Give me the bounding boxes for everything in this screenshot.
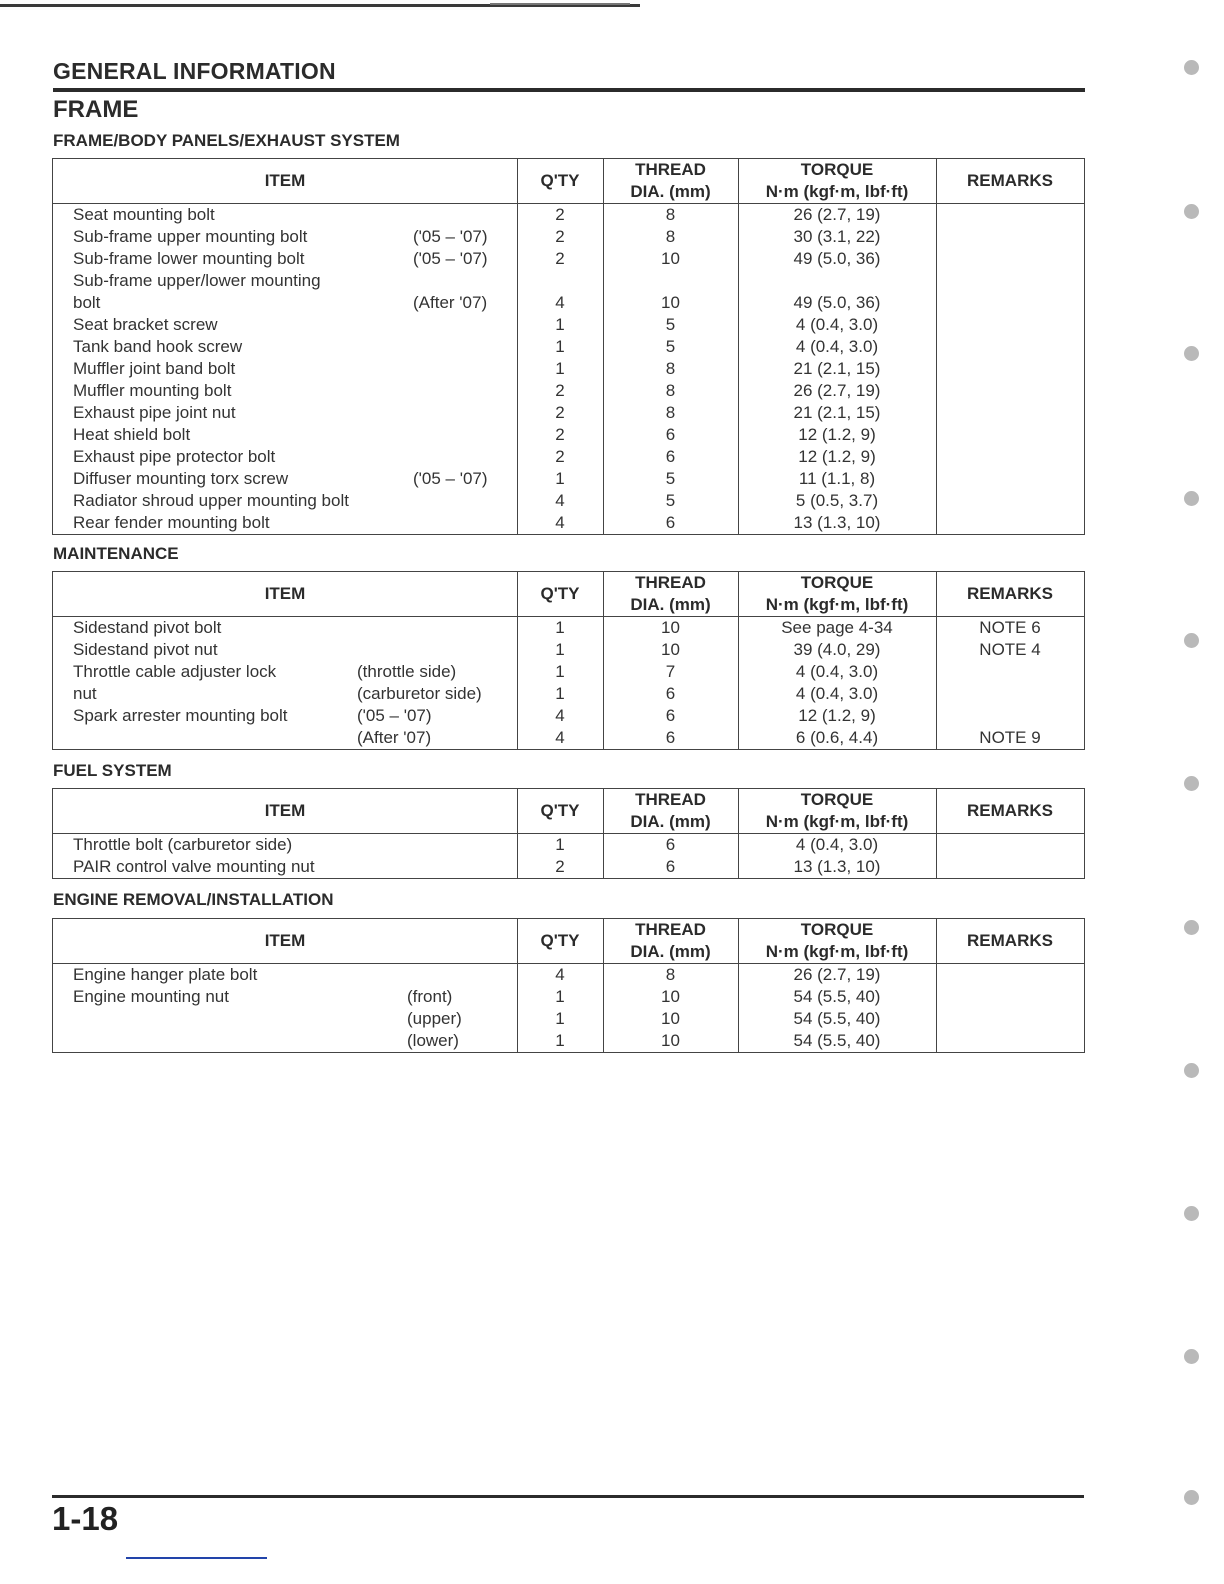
item-cell: Sub-frame upper mounting bolt xyxy=(73,227,308,246)
column-divider xyxy=(517,204,518,534)
qty-cell: 4 xyxy=(555,293,565,312)
note-cell: (front) xyxy=(407,987,453,1006)
column-divider xyxy=(603,789,604,833)
note-cell: (throttle side) xyxy=(357,662,457,681)
thread-cell: 10 xyxy=(661,640,680,659)
torque-cell: 6 (0.6, 4.4) xyxy=(795,728,879,747)
thread-cell: 6 xyxy=(665,684,676,703)
header-thread-line1: THREAD xyxy=(635,160,706,179)
table-body xyxy=(53,204,1084,534)
torque-cell: 13 (1.3, 10) xyxy=(793,857,881,876)
punch-hole xyxy=(1184,920,1199,935)
qty-cell: 1 xyxy=(555,835,565,854)
torque-cell: 12 (1.2, 9) xyxy=(798,706,876,725)
maintenance-heading: MAINTENANCE xyxy=(53,544,179,563)
column-divider xyxy=(936,572,937,616)
column-divider xyxy=(603,159,604,203)
header-torque-line1: TORQUE xyxy=(800,160,874,179)
qty-cell: 1 xyxy=(555,337,565,356)
thread-cell: 7 xyxy=(665,662,676,681)
qty-cell: 1 xyxy=(555,987,565,1006)
title-rule xyxy=(53,88,1085,92)
thread-cell: 10 xyxy=(661,1031,680,1050)
table-row xyxy=(53,424,1084,446)
header-torque-line2: N·m (kgf·m, lbf·ft) xyxy=(765,595,909,614)
column-divider xyxy=(738,919,739,963)
header-qty: Q'TY xyxy=(540,931,580,950)
table-row xyxy=(53,834,1084,856)
header-torque-line1: TORQUE xyxy=(800,573,874,592)
thread-cell: 8 xyxy=(665,965,676,984)
qty-cell: 1 xyxy=(555,662,565,681)
column-divider xyxy=(517,789,518,833)
table-row xyxy=(53,248,1084,270)
punch-hole xyxy=(1184,204,1199,219)
table-row xyxy=(53,1008,1084,1030)
header-thread xyxy=(603,789,738,833)
note-cell: ('05 – '07) xyxy=(413,469,488,488)
torque-cell: 54 (5.5, 40) xyxy=(793,987,881,1006)
column-divider xyxy=(936,617,937,749)
thread-cell: 8 xyxy=(665,227,676,246)
torque-cell: 13 (1.3, 10) xyxy=(793,513,881,532)
punch-hole xyxy=(1184,1490,1199,1505)
item-cell: Radiator shroud upper mounting bolt xyxy=(73,491,349,510)
torque-cell: 30 (3.1, 22) xyxy=(793,227,881,246)
header-thread xyxy=(603,572,738,616)
item-cell: Engine mounting nut xyxy=(73,987,229,1006)
torque-cell: 49 (5.0, 36) xyxy=(793,293,881,312)
table-row xyxy=(53,490,1084,512)
note-cell: (carburetor side) xyxy=(357,684,482,703)
torque-cell: 26 (2.7, 19) xyxy=(793,205,881,224)
qty-cell: 4 xyxy=(555,491,565,510)
thread-cell: 10 xyxy=(661,618,680,637)
thread-cell: 10 xyxy=(661,293,680,312)
table-row xyxy=(53,705,1084,727)
column-divider xyxy=(603,919,604,963)
punch-hole xyxy=(1184,1349,1199,1364)
header-item: ITEM xyxy=(264,931,306,950)
header-qty: Q'TY xyxy=(540,801,580,820)
remarks-cell: NOTE 6 xyxy=(979,618,1041,637)
table-row xyxy=(53,856,1084,878)
fuel-table xyxy=(52,788,1085,879)
qty-cell: 1 xyxy=(555,640,565,659)
table-header xyxy=(53,572,1084,617)
table-row xyxy=(53,617,1084,639)
column-divider xyxy=(517,572,518,616)
column-divider xyxy=(936,834,937,878)
header-torque xyxy=(738,919,936,963)
torque-cell: 21 (2.1, 15) xyxy=(793,403,881,422)
qty-cell: 4 xyxy=(555,513,565,532)
punch-hole xyxy=(1184,633,1199,648)
column-divider xyxy=(603,204,604,534)
header-torque-line2: N·m (kgf·m, lbf·ft) xyxy=(765,812,909,831)
qty-cell: 4 xyxy=(555,965,565,984)
column-divider xyxy=(738,964,739,1052)
torque-cell: 26 (2.7, 19) xyxy=(793,381,881,400)
header-item: ITEM xyxy=(264,801,306,820)
qty-cell: 2 xyxy=(555,227,565,246)
table-row xyxy=(53,314,1084,336)
table-row xyxy=(53,468,1084,490)
table-row xyxy=(53,661,1084,683)
page-number: 1-18 xyxy=(52,1500,119,1537)
column-divider xyxy=(738,572,739,616)
thread-cell: 6 xyxy=(665,447,676,466)
qty-cell: 2 xyxy=(555,447,565,466)
item-cell: Tank band hook screw xyxy=(73,337,243,356)
item-cell: Throttle cable adjuster lock xyxy=(73,662,277,681)
table-header xyxy=(53,919,1084,964)
header-torque xyxy=(738,159,936,203)
torque-cell: 21 (2.1, 15) xyxy=(793,359,881,378)
item-cell: Rear fender mounting bolt xyxy=(73,513,270,532)
table-body xyxy=(53,834,1084,878)
maintenance-table xyxy=(52,571,1085,750)
item-cell: Spark arrester mounting bolt xyxy=(73,706,288,725)
header-thread xyxy=(603,159,738,203)
frame-heading: FRAME/BODY PANELS/EXHAUST SYSTEM xyxy=(53,131,400,150)
qty-cell: 1 xyxy=(555,315,565,334)
column-divider xyxy=(738,789,739,833)
torque-cell: 54 (5.5, 40) xyxy=(793,1009,881,1028)
header-torque xyxy=(738,789,936,833)
header-thread xyxy=(603,919,738,963)
qty-cell: 4 xyxy=(555,706,565,725)
qty-cell: 2 xyxy=(555,857,565,876)
header-torque-line2: N·m (kgf·m, lbf·ft) xyxy=(765,942,909,961)
thread-cell: 5 xyxy=(665,491,676,510)
header-qty: Q'TY xyxy=(540,171,580,190)
note-cell: (upper) xyxy=(407,1009,462,1028)
table-body xyxy=(53,617,1084,749)
torque-cell: 54 (5.5, 40) xyxy=(793,1031,881,1050)
thread-cell: 8 xyxy=(665,359,676,378)
item-cell: Exhaust pipe protector bolt xyxy=(73,447,276,466)
table-row xyxy=(53,358,1084,380)
table-row xyxy=(53,683,1084,705)
header-thread-line1: THREAD xyxy=(635,573,706,592)
torque-cell: 12 (1.2, 9) xyxy=(798,447,876,466)
item-cell: Throttle bolt (carburetor side) xyxy=(73,835,293,854)
thread-cell: 6 xyxy=(665,857,676,876)
table-body xyxy=(53,964,1084,1052)
header-thread-line1: THREAD xyxy=(635,920,706,939)
column-divider xyxy=(738,834,739,878)
qty-cell: 1 xyxy=(555,618,565,637)
qty-cell: 1 xyxy=(555,1031,565,1050)
thread-cell: 10 xyxy=(661,1009,680,1028)
thread-cell: 5 xyxy=(665,469,676,488)
note-cell: ('05 – '07) xyxy=(357,706,432,725)
torque-cell: See page 4-34 xyxy=(781,618,893,637)
qty-cell: 2 xyxy=(555,249,565,268)
thread-cell: 6 xyxy=(665,513,676,532)
punch-hole xyxy=(1184,60,1199,75)
table-row xyxy=(53,292,1084,314)
thread-cell: 6 xyxy=(665,728,676,747)
torque-cell: 26 (2.7, 19) xyxy=(793,965,881,984)
item-cell: Sidestand pivot nut xyxy=(73,640,218,659)
table-row xyxy=(53,380,1084,402)
section-title: GENERAL INFORMATION xyxy=(53,58,336,84)
fuel-heading: FUEL SYSTEM xyxy=(53,761,172,780)
item-cell: Sub-frame lower mounting bolt xyxy=(73,249,305,268)
thread-cell: 5 xyxy=(665,337,676,356)
torque-cell: 4 (0.4, 3.0) xyxy=(795,315,879,334)
bottom-mark xyxy=(126,1557,267,1559)
qty-cell: 2 xyxy=(555,381,565,400)
table-row xyxy=(53,964,1084,986)
qty-cell: 2 xyxy=(555,205,565,224)
table-row xyxy=(53,402,1084,424)
table-row xyxy=(53,1030,1084,1052)
note-cell: (After '07) xyxy=(413,293,488,312)
thread-cell: 6 xyxy=(665,835,676,854)
torque-cell: 4 (0.4, 3.0) xyxy=(795,684,879,703)
footer-rule xyxy=(52,1495,1084,1498)
thread-cell: 10 xyxy=(661,249,680,268)
column-divider xyxy=(936,159,937,203)
note-cell: ('05 – '07) xyxy=(413,227,488,246)
torque-cell: 4 (0.4, 3.0) xyxy=(795,835,879,854)
table-row xyxy=(53,986,1084,1008)
frame-table xyxy=(52,158,1085,535)
punch-hole xyxy=(1184,1206,1199,1221)
punch-hole xyxy=(1184,1063,1199,1078)
thread-cell: 10 xyxy=(661,987,680,1006)
thread-cell: 6 xyxy=(665,425,676,444)
table-row xyxy=(53,270,1084,292)
qty-cell: 1 xyxy=(555,469,565,488)
header-torque xyxy=(738,572,936,616)
column-divider xyxy=(738,159,739,203)
remarks-cell: NOTE 9 xyxy=(979,728,1041,747)
header-torque-line1: TORQUE xyxy=(800,790,874,809)
note-cell: (lower) xyxy=(407,1031,459,1050)
item-cell: Seat bracket screw xyxy=(73,315,218,334)
column-divider xyxy=(936,919,937,963)
item-cell: nut xyxy=(73,684,97,703)
header-thread-line2: DIA. (mm) xyxy=(630,942,711,961)
torque-cell: 11 (1.1, 8) xyxy=(798,469,876,488)
qty-cell: 1 xyxy=(555,359,565,378)
note-cell: (After '07) xyxy=(357,728,432,747)
header-remarks: REMARKS xyxy=(967,584,1053,603)
table-row xyxy=(53,336,1084,358)
thread-cell: 8 xyxy=(665,205,676,224)
thread-cell: 8 xyxy=(665,381,676,400)
header-torque-line1: TORQUE xyxy=(800,920,874,939)
item-cell: Seat mounting bolt xyxy=(73,205,215,224)
remarks-cell: NOTE 4 xyxy=(979,640,1041,659)
column-divider xyxy=(517,834,518,878)
table-header xyxy=(53,159,1084,204)
punch-hole xyxy=(1184,776,1199,791)
torque-cell: 4 (0.4, 3.0) xyxy=(795,662,879,681)
column-divider xyxy=(738,204,739,534)
header-thread-line2: DIA. (mm) xyxy=(630,595,711,614)
item-cell: PAIR control valve mounting nut xyxy=(73,857,315,876)
header-remarks: REMARKS xyxy=(967,171,1053,190)
qty-cell: 1 xyxy=(555,1009,565,1028)
header-thread-line2: DIA. (mm) xyxy=(630,812,711,831)
table-row xyxy=(53,727,1084,749)
qty-cell: 4 xyxy=(555,728,565,747)
header-torque-line2: N·m (kgf·m, lbf·ft) xyxy=(765,182,909,201)
header-thread-line2: DIA. (mm) xyxy=(630,182,711,201)
column-divider xyxy=(603,834,604,878)
column-divider xyxy=(603,617,604,749)
table-row xyxy=(53,639,1084,661)
qty-cell: 1 xyxy=(555,684,565,703)
header-item: ITEM xyxy=(264,171,306,190)
table-row xyxy=(53,446,1084,468)
header-thread-line1: THREAD xyxy=(635,790,706,809)
column-divider xyxy=(517,159,518,203)
table-row xyxy=(53,512,1084,534)
top-scan-line-secondary xyxy=(490,3,630,5)
column-divider xyxy=(517,617,518,749)
table-row xyxy=(53,226,1084,248)
header-remarks: REMARKS xyxy=(967,801,1053,820)
note-cell: ('05 – '07) xyxy=(413,249,488,268)
column-divider xyxy=(738,617,739,749)
page-heading: FRAME xyxy=(53,96,139,123)
qty-cell: 2 xyxy=(555,425,565,444)
punch-hole xyxy=(1184,491,1199,506)
column-divider xyxy=(517,919,518,963)
column-divider xyxy=(936,789,937,833)
item-cell: Exhaust pipe joint nut xyxy=(73,403,236,422)
item-cell: Sidestand pivot bolt xyxy=(73,618,222,637)
item-cell: Heat shield bolt xyxy=(73,425,191,444)
item-cell: bolt xyxy=(73,293,101,312)
header-item: ITEM xyxy=(264,584,306,603)
torque-cell: 39 (4.0, 29) xyxy=(793,640,881,659)
column-divider xyxy=(936,964,937,1052)
column-divider xyxy=(936,204,937,534)
engine-heading: ENGINE REMOVAL/INSTALLATION xyxy=(53,890,334,909)
torque-cell: 4 (0.4, 3.0) xyxy=(795,337,879,356)
column-divider xyxy=(603,964,604,1052)
column-divider xyxy=(603,572,604,616)
table-row xyxy=(53,204,1084,226)
header-qty: Q'TY xyxy=(540,584,580,603)
engine-table xyxy=(52,918,1085,1053)
table-header xyxy=(53,789,1084,834)
punch-hole xyxy=(1184,346,1199,361)
torque-cell: 5 (0.5, 3.7) xyxy=(795,491,879,510)
thread-cell: 6 xyxy=(665,706,676,725)
item-cell: Muffler mounting bolt xyxy=(73,381,232,400)
torque-cell: 49 (5.0, 36) xyxy=(793,249,881,268)
column-divider xyxy=(517,964,518,1052)
item-cell: Muffler joint band bolt xyxy=(73,359,236,378)
thread-cell: 8 xyxy=(665,403,676,422)
item-cell: Diffuser mounting torx screw xyxy=(73,469,289,488)
header-remarks: REMARKS xyxy=(967,931,1053,950)
thread-cell: 5 xyxy=(665,315,676,334)
qty-cell: 2 xyxy=(555,403,565,422)
item-cell: Sub-frame upper/lower mounting xyxy=(73,271,321,290)
torque-cell: 12 (1.2, 9) xyxy=(798,425,876,444)
item-cell: Engine hanger plate bolt xyxy=(73,965,258,984)
